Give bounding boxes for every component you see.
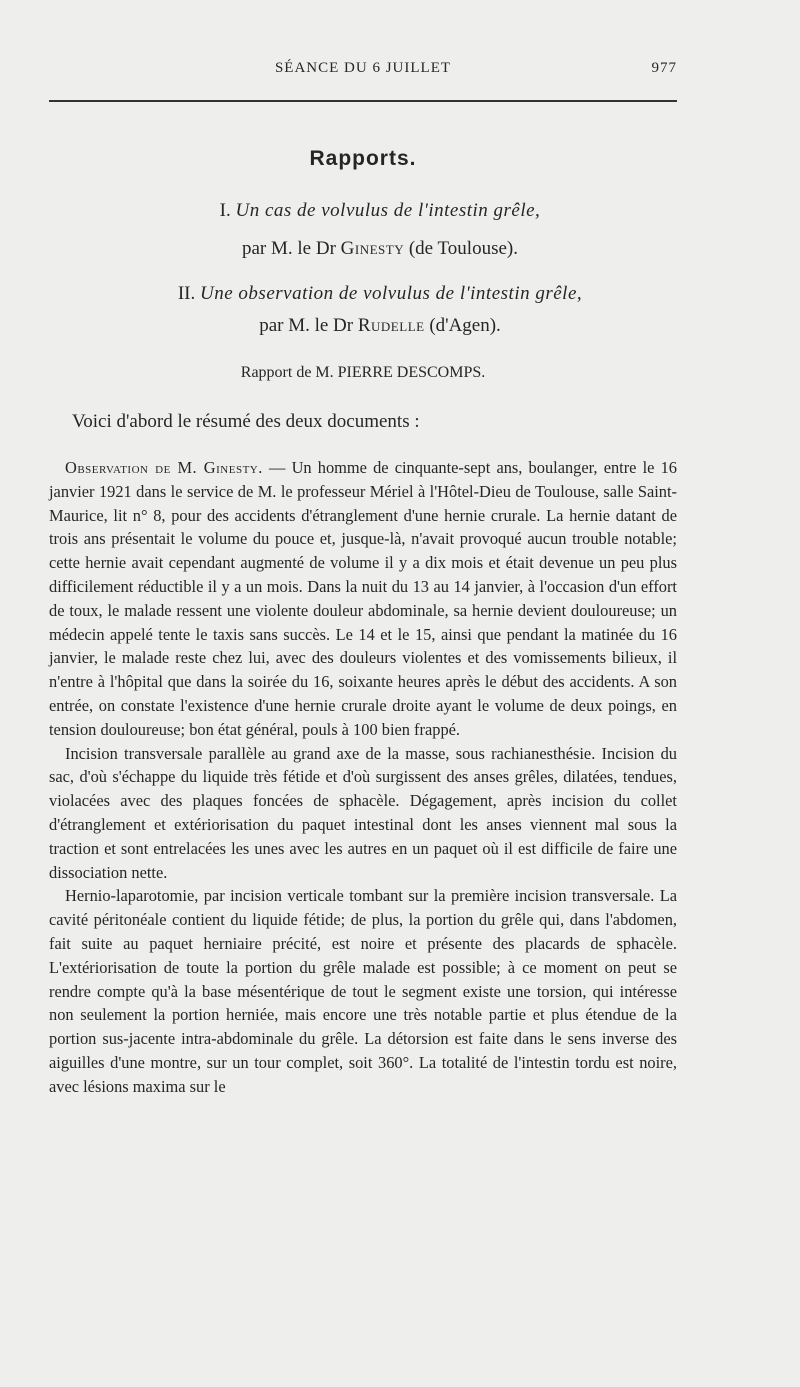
section-title: Rapports.: [309, 147, 417, 170]
paragraph-1: Observation de M. Ginesty. — Un homme de cinquante-sept ans, boulanger, entre le 16 janvier 1921 dans le service de M. le professeur Mériel à l'Hôtel-Dieu de Toulouse, salle Saint-Maurice, lit n° 8, pour des accidents d'étranglement d'une hernie crurale. La hernie datant de trois ans présentait le volume du pouce et, jusque-là, n'avait provoqué aucun trouble notable; cette hernie avait cependant augmenté de volume il y a dix mois et était devenue un peu plus difficilement réductible il y a un mois. Dans la nuit du 13 au 14 janvier, à l'occasion d'un effort de toux, le malade ressent une violente douleur abdominale, sa hernie devient douloureuse; un médecin appelé tente le taxis sans succès. Le 14 et le 15, ainsi que pendant la matinée du 16 janvier, le malade reste chez lui, avec des douleurs violentes et des vomissements bilieux, il n'entre à l'hôpital que dans la soirée du 16, soixante heures après le début des accidents. A son entrée, on constate l'existence d'une hernie crurale droite ayant le volume de deux poings, en tension douloureuse; bon état général, pouls à 100 bien frappé.: [49, 458, 677, 739]
body-text: [49, 456, 677, 1099]
paragraph-2: Incision transversale parallèle au grand axe de la masse, sous rachianesthésie. Incision du sac, d'où s'échappe du liquide très fétide et d'où surgissent des anses grêles, dilatées, tendues, violacées avec des plaques foncées de sphacèle. Dégagement, après incision du collet d'étranglement et extériorisation du paquet intestinal dont les anses viennent mal sous la traction et sont entrelacées les unes avec les autres en un paquet où il est difficile de faire une dissociation nette.: [49, 743, 677, 882]
page-number: 977: [651, 60, 677, 76]
report-attribution: Rapport de M. PIERRE DESCOMPS.: [240, 364, 486, 381]
item-1-byline: par M. le Dr Ginesty (de Toulouse).: [241, 238, 518, 259]
running-title: SÉANCE DU 6 JUILLET: [274, 60, 452, 76]
item-2-byline: par M. le Dr Rudelle (d'Agen).: [259, 315, 501, 336]
running-header: [49, 60, 677, 84]
intro-sentence: Voici d'abord le résumé des deux documents :: [72, 411, 420, 432]
item-1-title: I. Un cas de volvulus de l'intestin grêle,: [219, 200, 541, 221]
item-2-title: II. Une observation de volvulus de l'intestin grêle,: [177, 283, 583, 304]
header-rule: [49, 100, 677, 102]
observation-heading: Observation de M. Ginesty.: [65, 458, 263, 477]
paragraph-3: Hernio-laparotomie, par incision verticale tombant sur la première incision transversale. La cavité péritonéale contient du liquide fétide; de plus, la portion du grêle qui, dans l'abdomen, fait suite au paquet herniaire précité, est noire et présente des placards de sphacèle. L'extériorisation de toute la portion du grêle malade est possible; à ce moment on peut se rendre compte qu'à la base mésentérique de tout le segment existe une torsion, qui intéresse non seulement la portion herniée, mais encore une très notable partie et plus étendue de la portion sus-jacente intra-abdominale du grêle. La détorsion est faite dans le sens inverse des aiguilles d'une montre, sur un tour complet, soit 360°. La totalité de l'intestin tordu est noire, avec lésions maxima sur le: [49, 886, 677, 1096]
